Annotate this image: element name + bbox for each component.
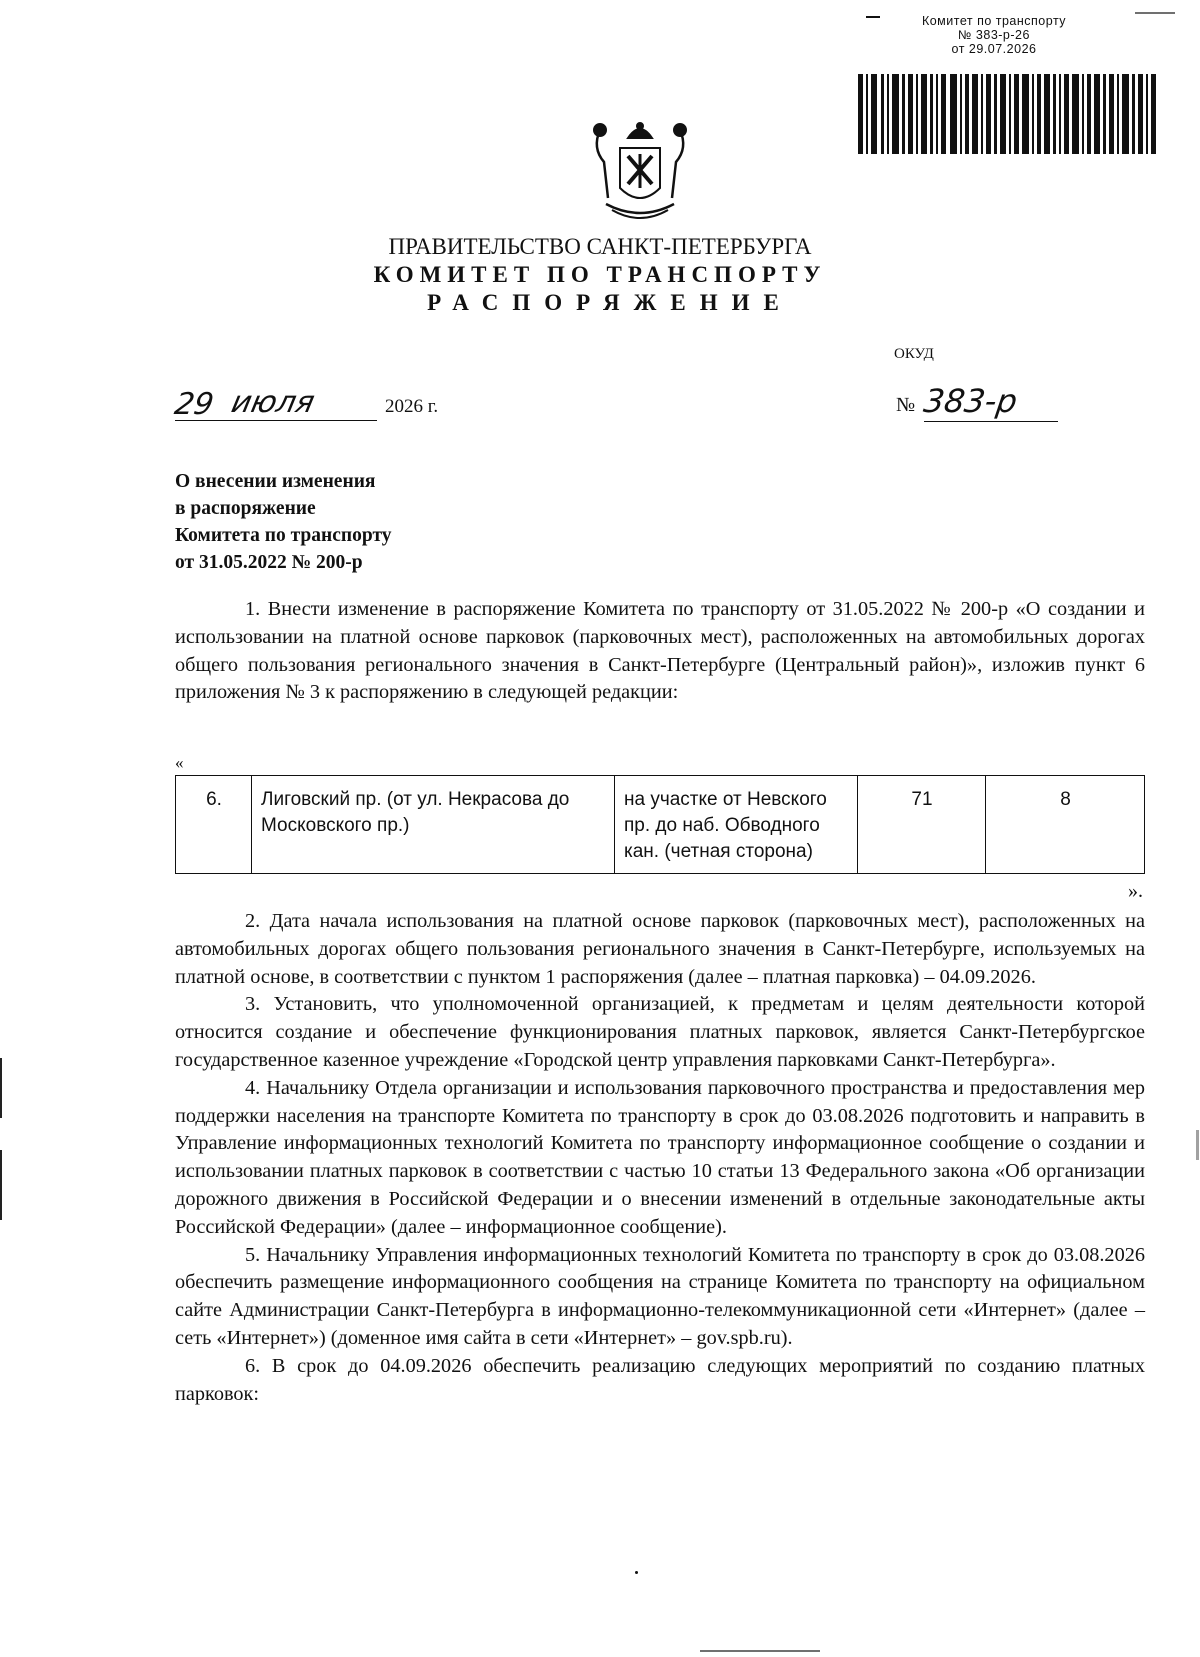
- document-type: РАСПОРЯЖЕНИЕ: [427, 290, 793, 315]
- date-day-handwritten: 29: [171, 387, 217, 422]
- cell-number: 6.: [176, 776, 252, 874]
- scan-mark: [1135, 12, 1175, 14]
- paragraph-5: 5. Начальнику Управления информационных технологий Комитета по транспорту в срок до 03.08.2026 обеспечить размещение информационного сообщения на странице Комитета по транспорту на официальном сайте Администрации Санкт-Петербурга в информационно-телекоммуникационной сети «Интернет» (далее – сеть «Интернет») (доменное имя сайта в сети «Интернет» – gov.spb.ru).: [175, 1243, 1145, 1349]
- cell-value-2: 8: [986, 776, 1145, 874]
- barcode: [858, 74, 1156, 154]
- paragraph-text: 1. Внести изменение в распоряжение Комитета по транспорту от 31.05.2022 № 200-р «О создании и использовании на платной основе парковок (парковочных мест), расположенных на автомобильных дорогах общего пользования регионального значения в Санкт-Петербурге (Центральный район)», изложив пункт 6 приложения № 3 к распоряжению в следующей редакции:: [175, 598, 1145, 704]
- coat-of-arms-emblem: [590, 118, 690, 226]
- okud-label: ОКУД: [894, 346, 934, 362]
- number-handwritten: 383-р: [921, 382, 1020, 420]
- paragraphs-2-6: [175, 908, 1145, 1408]
- scan-dot: [635, 1571, 638, 1574]
- scan-mark: [866, 16, 880, 18]
- cell-value-1: 71: [858, 776, 986, 874]
- document-subject: [175, 468, 392, 576]
- subject-line: от 31.05.2022 № 200-р: [175, 552, 363, 573]
- scan-mark: [700, 1650, 820, 1652]
- scan-edge: [0, 1058, 2, 1118]
- subject-line: Комитета по транспорту: [175, 525, 392, 546]
- quote-close: ».: [1128, 880, 1143, 902]
- subject-line: О внесении изменения: [175, 471, 376, 492]
- amended-table-row: [175, 775, 1145, 874]
- paragraph-4: 4. Начальнику Отдела организации и использования парковочного пространства и предоставления мер поддержки населения на транспорте Комитета по транспорту в срок до 03.08.2026 подготовить и направить в Управление информационных технологий Комитета по транспорту информационное сообщение о создании и использовании платных парковок в соответствии с частью 10 статьи 13 Федерального закона «Об организации дорожного движения в Российской Федерации и о внесении изменений в отдельные законодательные акты Российской Федерации» (далее – информационное сообщение).: [175, 1076, 1145, 1238]
- stamp-number: № 383-р-26: [958, 28, 1030, 42]
- stamp-org: Комитет по транспорту: [921, 14, 1067, 28]
- subject-line: в распоряжение: [175, 498, 316, 519]
- government-title: ПРАВИТЕЛЬСТВО САНКТ-ПЕТЕРБУРГА: [388, 234, 812, 259]
- cell-section: на участке от Невского пр. до наб. Обводного кан. (четная сторона): [615, 776, 858, 874]
- scan-edge: [1196, 1130, 1199, 1160]
- stamp-date: от 29.07.2026: [951, 42, 1037, 56]
- quote-open: «: [175, 753, 184, 772]
- table-row: [176, 776, 1145, 874]
- paragraph-2: 2. Дата начала использования на платной основе парковок (парковочных мест), расположенных на автомобильных дорогах общего пользования регионального значения в Санкт-Петербурге, используемых на платной основе, в соответствии с пунктом 1 распоряжения (далее – платная парковка) – 04.09.2026.: [175, 910, 1145, 988]
- committee-title: КОМИТЕТ ПО ТРАНСПОРТУ: [373, 262, 827, 287]
- date-month-handwritten: июля: [228, 385, 318, 420]
- registration-stamp: [894, 14, 1094, 56]
- paragraph-1: [175, 596, 1145, 707]
- paragraph-3: 3. Установить, что уполномоченной организацией, к предметам и целям деятельности которой относится создание и обеспечение функционирования платных парковок, является Санкт-Петербургское государственное казенное учреждение «Городской центр управления парковками Санкт-Петербурга».: [175, 993, 1145, 1071]
- scan-edge: [0, 1150, 2, 1220]
- number-label: №: [896, 394, 916, 416]
- paragraph-6: 6. В срок до 04.09.2026 обеспечить реализацию следующих мероприятий по созданию платных парковок:: [175, 1354, 1145, 1405]
- date-year: 2026 г.: [385, 396, 439, 417]
- cell-street: Лиговский пр. (от ул. Некрасова до Московского пр.): [252, 776, 615, 874]
